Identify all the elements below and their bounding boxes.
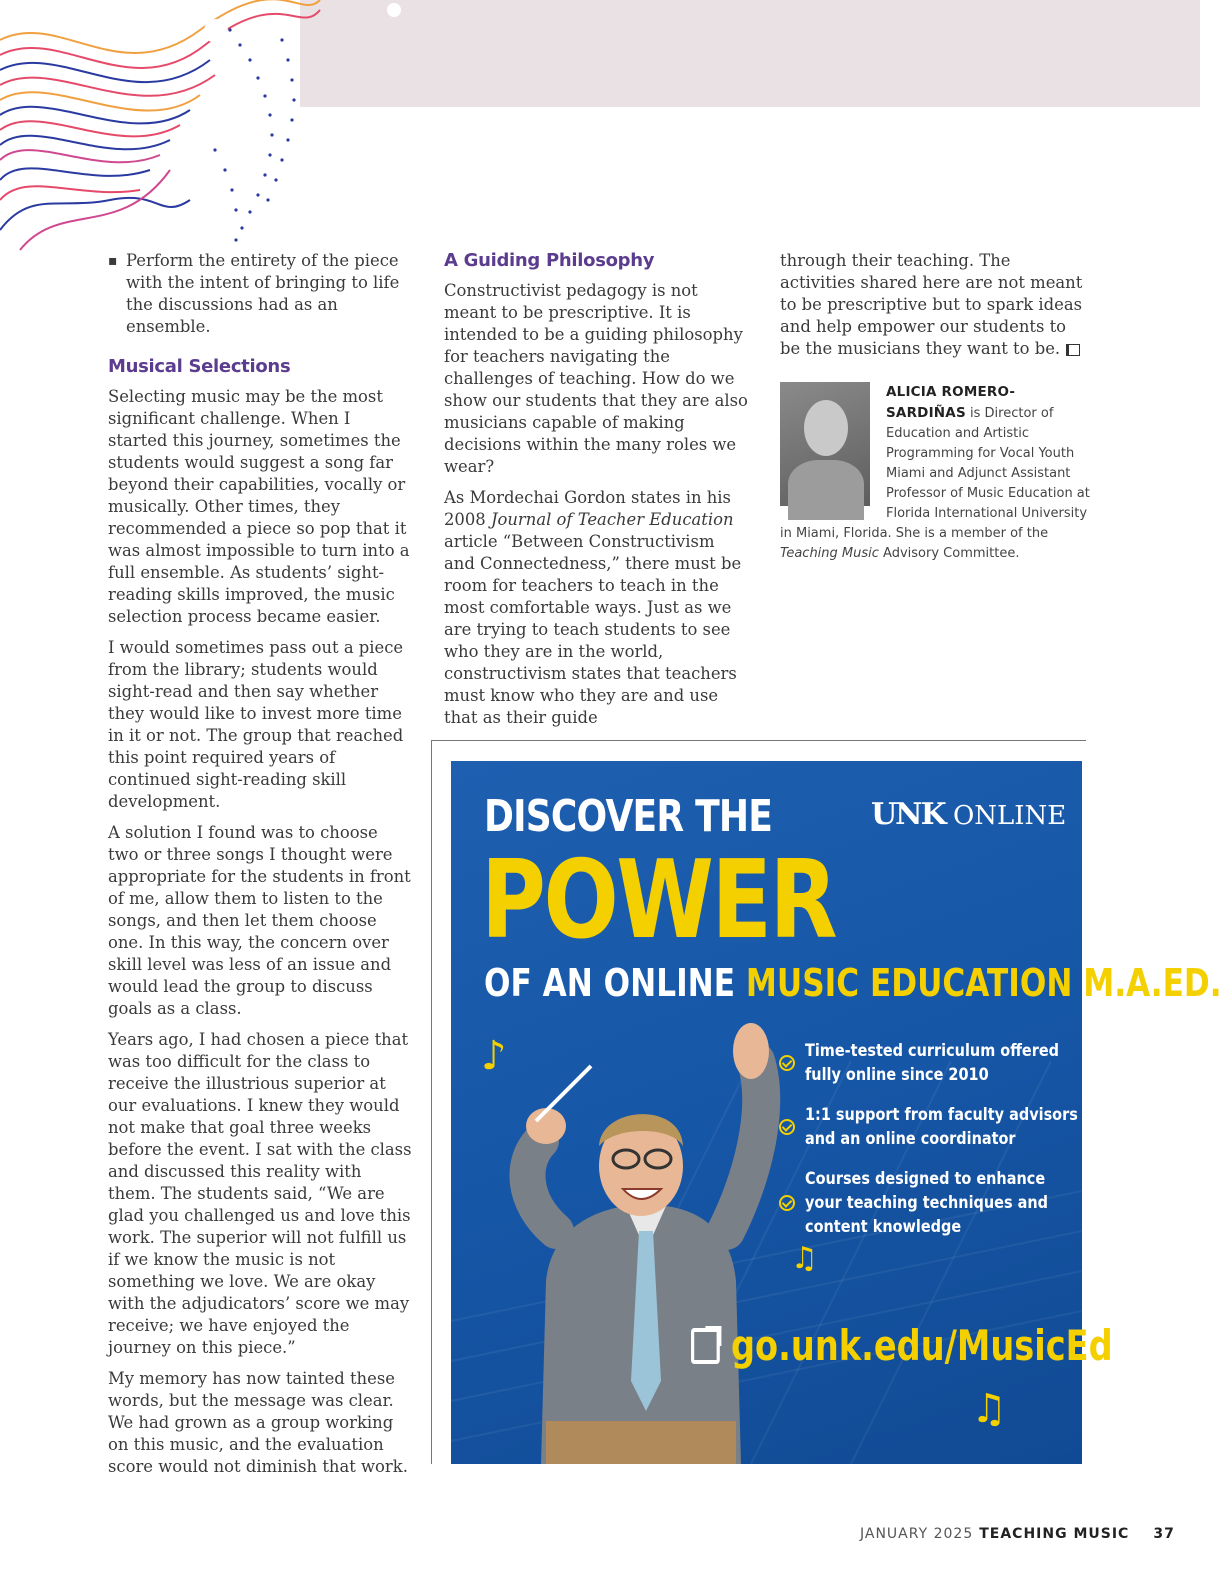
ad-url-link[interactable]: go.unk.edu/MusicEd: [691, 1321, 1113, 1370]
advertisement[interactable]: [451, 761, 1222, 1464]
check-circle-icon: [779, 1195, 795, 1211]
ad-headline-2: POWER: [481, 838, 836, 963]
music-note-icon: ♫: [791, 1241, 818, 1276]
ad-headline-3-yellow: MUSIC EDUCATION M.A.ED.: [745, 961, 1222, 1005]
conductor-illustration: [526, 1023, 769, 1464]
text-run: As Mordechai Gordon states in his 2008: [444, 488, 731, 529]
magazine-name: Teaching Music: [780, 546, 879, 561]
section-heading-musical-selections: Musical Selections: [108, 356, 291, 377]
text-run: through their teaching. The activities shared here are not meant to be prescriptive but to spark ideas and help empower our students to be the musicians they want to be.: [780, 251, 1083, 358]
ad-headline-1: DISCOVER THE: [484, 791, 773, 842]
list-item: 1:1 support from faculty advisors and an online coordinator: [779, 1103, 1069, 1151]
decorative-wave-graphic: [0, 0, 320, 260]
bullet-text: Perform the entirety of the piece with the intent of bringing to life the discussions had as an ensemble.: [126, 251, 400, 336]
journal-title: Journal of Teacher Education: [490, 510, 734, 529]
paragraph: A solution I found was to choose two or three songs I thought were appropriate for the students in front of me, allow them to listen to the songs, and then let them choose one. In this way, the concern over skill level was less of an issue and would lead the group to discuss goals as a class.: [108, 823, 411, 1018]
paragraph: Years ago, I had chosen a piece that was too difficult for the class to receive the illustrious superior at our evaluations. I knew they would not make that goal three weeks before the event. I sat with the class and discussed this reality with them. The students said, “We are glad you challenged us and love this work. The superior will not fulfill us if we know the music is not something we love. We are okay with the adjudicators’ score we may receive; we have enjoyed the journey on this piece.”: [108, 1030, 412, 1357]
page-footer: [860, 1526, 1175, 1542]
ad-frame-line: [431, 740, 1086, 741]
issue-date: JANUARY 2025: [860, 1526, 974, 1542]
external-link-icon: [691, 1328, 720, 1364]
list-item: Time-tested curriculum offered fully online since 2010: [779, 1039, 1069, 1087]
author-photo: [780, 382, 870, 506]
column-3: [780, 250, 1088, 369]
end-mark-icon: [1066, 344, 1080, 356]
paragraph: My memory has now tainted these words, but the message was clear. We had grown as a group working on this music, and the evaluation score would not diminish that work.: [108, 1369, 408, 1476]
ad-feature-list: [779, 1039, 1078, 1255]
bio-text: is Director of Education and Artistic Programming for Vocal Youth Miami and Adjunct Assistant Professor of Music Education at Florida International University in Miami, Florida. She is a member of the: [780, 406, 1090, 541]
bio-text: Advisory Committee.: [878, 546, 1020, 561]
paragraph: I would sometimes pass out a piece from the library; students would sight-read and then say whether they would like to invest more time in it or not. The group that reached this point required years of continued sight-reading skill development.: [108, 638, 404, 811]
header-band: [300, 0, 1200, 107]
page-number: 37: [1153, 1526, 1175, 1542]
ad-frame-line: [431, 740, 432, 1464]
magazine-title: TEACHING MUSIC: [979, 1526, 1130, 1542]
paragraph: [780, 250, 1088, 360]
check-circle-icon: [779, 1055, 795, 1071]
text-run: article “Between Constructivism and Connectedness,” there must be room for teachers to teach in the most comfortable ways. Just as we are trying to teach students to see who they are in the world, constructivism states that teachers must know who they are and use that as their guide: [444, 532, 742, 727]
column-1: [108, 250, 413, 1487]
column-2: [444, 250, 749, 738]
paragraph: [444, 487, 749, 729]
section-heading-guiding-philosophy: A Guiding Philosophy: [444, 250, 655, 271]
ad-headline-3-white: OF AN ONLINE: [484, 961, 746, 1005]
author-bio: [780, 382, 1090, 564]
author-name: ALICIA ROMERO-SARDIÑAS: [886, 384, 1016, 421]
music-note-icon: ♪: [481, 1033, 507, 1079]
list-item: [108, 250, 413, 338]
paragraph: Constructivist pedagogy is not meant to be prescriptive. It is intended to be a guiding philosophy for teachers navigating the challenges of teaching. How do we show our students that they are also musicians capable of making decisions within the many roles we wear?: [444, 281, 748, 476]
ad-headline-3: [484, 961, 1222, 1005]
list-item: Courses designed to enhance your teaching techniques and content knowledge: [779, 1167, 1069, 1239]
bullet-icon: ▪: [108, 253, 118, 269]
check-circle-icon: [779, 1119, 795, 1135]
music-note-icon: ♫: [971, 1386, 1007, 1432]
paragraph: Selecting music may be the most significant challenge. When I started this journey, sometimes the students would suggest a song far beyond their capabilities, vocally or musically. Other times, they recommended a piece so pop that it was almost impossible to turn into a full ensemble. As students’ sight-reading skills improved, the music selection process became easier.: [108, 387, 410, 626]
unk-online-logo: UNK ONLINE: [871, 797, 1067, 832]
